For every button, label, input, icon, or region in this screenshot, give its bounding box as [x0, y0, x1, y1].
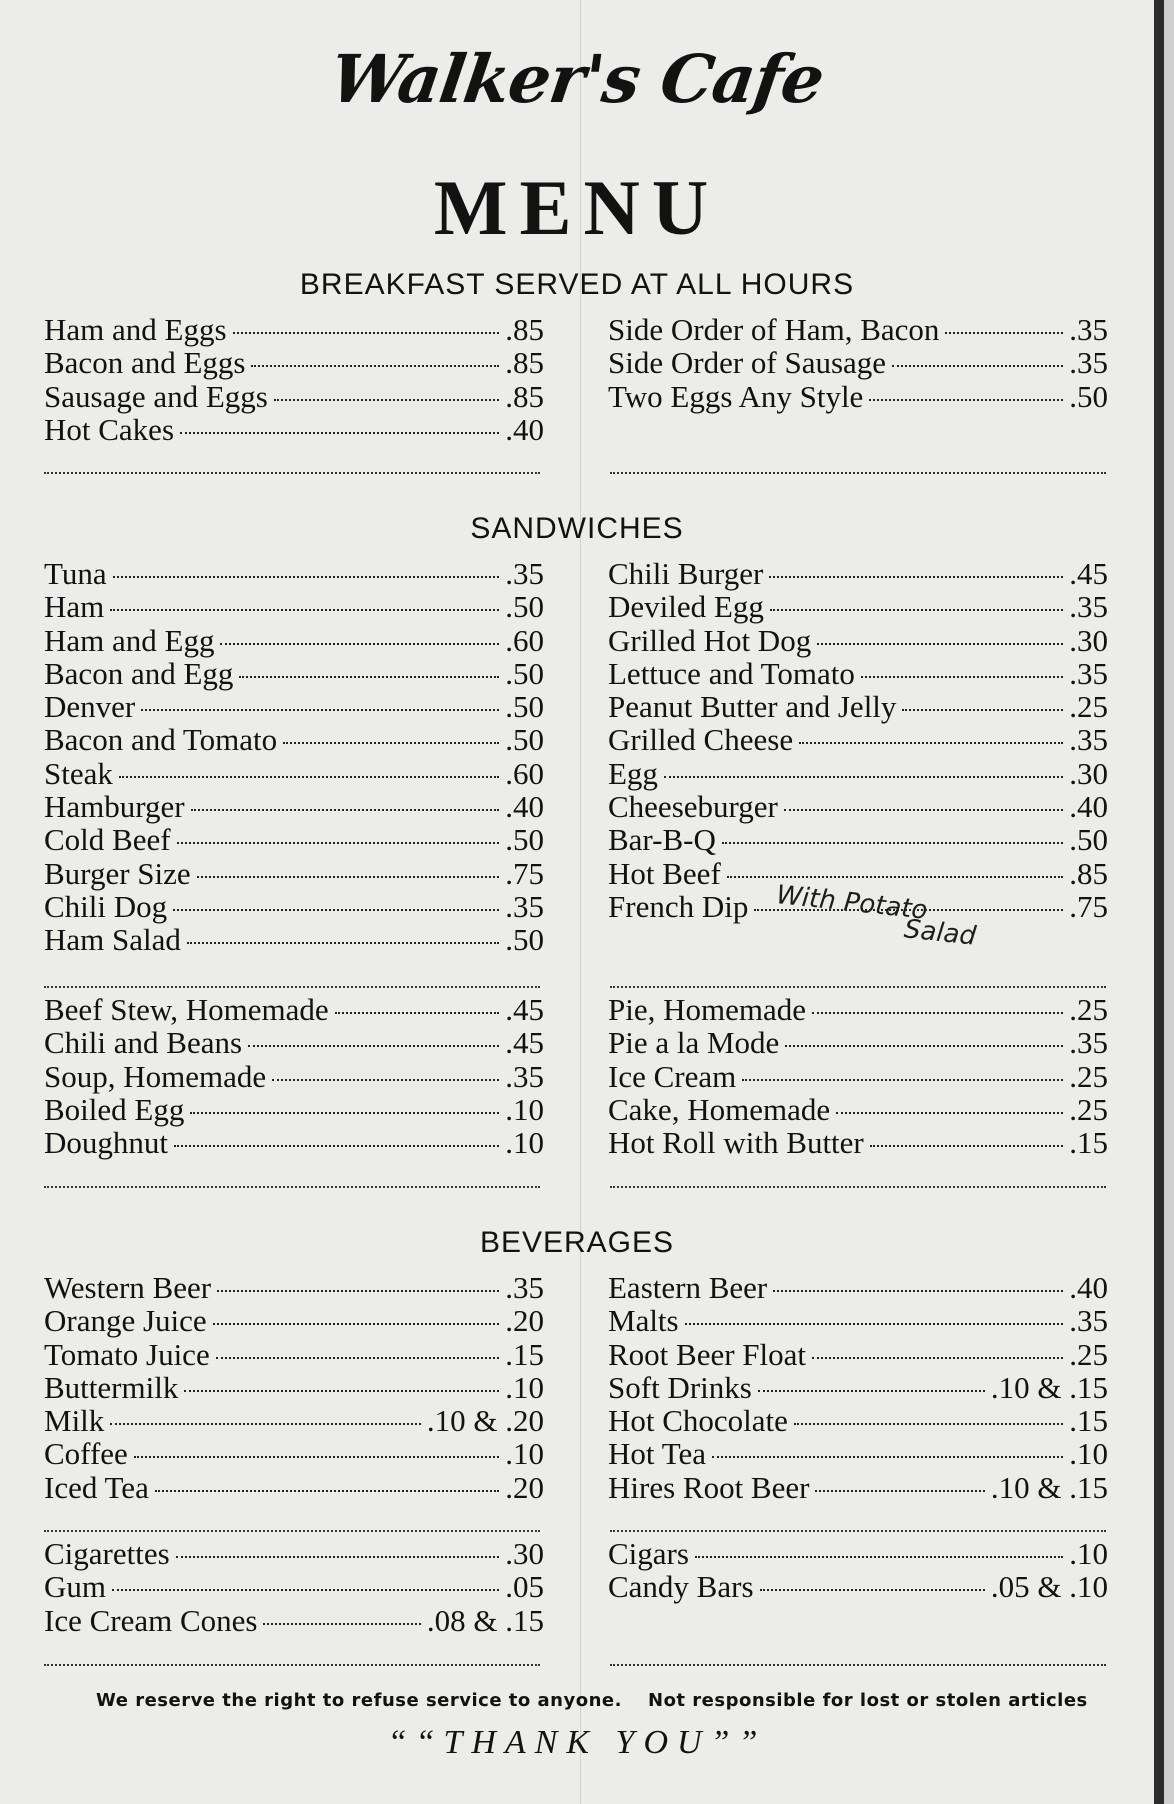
menu-item-price: .50 — [505, 722, 544, 758]
dot-leader — [892, 365, 1063, 367]
menu-item — [44, 589, 544, 625]
menu-item — [44, 689, 544, 725]
sundries-left-column — [44, 1536, 544, 1636]
menu-item — [608, 1303, 1108, 1339]
menu-item-price: .50 — [505, 589, 544, 625]
dot-leader — [233, 332, 500, 334]
menu-item — [608, 556, 1108, 589]
menu-item-price: .50 — [505, 689, 544, 725]
menu-item — [608, 1569, 1108, 1605]
sandwiches-left-column — [44, 556, 544, 956]
menu-item-name: Side Order of Sausage — [608, 345, 887, 381]
menu-item — [608, 589, 1108, 625]
menu-item — [44, 889, 544, 922]
menu-item — [44, 856, 544, 889]
menu-item-price: .35 — [505, 1270, 544, 1305]
menu-item-name: Malts — [608, 1303, 679, 1339]
thank-you-text: ““THANK YOU”” — [387, 1724, 767, 1761]
menu-item — [608, 1337, 1108, 1370]
menu-item-name: Cigars — [608, 1536, 689, 1571]
dot-leader — [272, 1079, 499, 1081]
divider — [610, 1664, 1106, 1666]
menu-item — [44, 1603, 544, 1636]
dot-leader — [213, 1323, 500, 1325]
menu-item-name: Pie, Homemade — [608, 992, 807, 1027]
menu-item-price: .75 — [505, 855, 544, 891]
menu-item — [608, 1403, 1108, 1439]
dot-leader — [190, 1112, 499, 1114]
menu-item-price: .60 — [505, 622, 544, 658]
menu-item-price: .10 & .20 — [426, 1403, 544, 1439]
menu-item — [44, 756, 544, 789]
footer-right-note: Not responsible for lost or stolen articles — [648, 1690, 1088, 1711]
dot-leader — [174, 1145, 499, 1147]
menu-item-price: .35 — [505, 1058, 544, 1094]
footer-left-note: We reserve the right to refuse service to anyone. — [96, 1690, 622, 1711]
menu-item-name: Hot Beef — [608, 855, 721, 891]
menu-item-price: .85 — [1069, 855, 1108, 891]
breakfast-left-column — [44, 312, 544, 445]
menu-item — [44, 1092, 544, 1125]
menu-item-price: .45 — [505, 1025, 544, 1061]
menu-item-name: Bacon and Egg — [44, 655, 234, 691]
menu-item-price: .50 — [1069, 378, 1108, 414]
dot-leader — [191, 809, 500, 811]
menu-item-price: .40 — [505, 411, 544, 447]
menu-item-price: .10 — [1069, 1436, 1108, 1472]
menu-item — [44, 1470, 544, 1503]
dot-leader — [187, 942, 499, 944]
menu-item-name: Hires Root Beer — [608, 1469, 810, 1505]
dot-leader — [794, 1423, 1063, 1425]
menu-item — [44, 1436, 544, 1472]
menu-item-name: Ice Cream — [608, 1058, 737, 1094]
dot-leader — [861, 676, 1063, 678]
divider — [610, 1530, 1106, 1532]
menu-item-name: Grilled Cheese — [608, 722, 794, 758]
menu-item — [608, 1370, 1108, 1403]
menu-item-price: .35 — [505, 556, 544, 591]
menu-item-price: .50 — [505, 655, 544, 691]
dot-leader — [239, 676, 499, 678]
menu-item-name: Grilled Hot Dog — [608, 622, 812, 658]
menu-item-price: .85 — [505, 378, 544, 414]
menu-item-price: .40 — [1069, 1270, 1108, 1305]
menu-item-name: Hamburger — [44, 789, 185, 825]
dot-leader — [216, 1357, 500, 1359]
menu-title: MENU — [433, 164, 721, 251]
menu-item-name: Chili Dog — [44, 888, 168, 924]
sandwiches-heading: SANDWICHES — [470, 512, 684, 545]
menu-item — [44, 345, 544, 381]
menu-item-price: .30 — [505, 1536, 544, 1571]
menu-item-name: Boiled Egg — [44, 1091, 185, 1127]
dot-leader — [112, 1589, 499, 1591]
menu-item-name: Cake, Homemade — [608, 1091, 831, 1127]
dot-leader — [184, 1390, 499, 1392]
beverages-right-column — [608, 1270, 1108, 1503]
menu-item-name: Bar-B-Q — [608, 822, 716, 858]
breakfast-heading: BREAKFAST SERVED AT ALL HOURS — [299, 268, 855, 301]
menu-item-name: Tomato Juice — [44, 1336, 210, 1372]
menu-item — [44, 1125, 544, 1161]
dot-leader — [177, 842, 500, 844]
handwritten-note: Salad — [902, 914, 978, 952]
beverages-left-column — [44, 1270, 544, 1503]
menu-item-price: .25 — [1069, 992, 1108, 1027]
dot-leader — [283, 742, 499, 744]
menu-item-price: .45 — [1069, 556, 1108, 591]
menu-item-name: Pie a la Mode — [608, 1025, 780, 1061]
menu-item-name: Burger Size — [44, 855, 191, 891]
menu-item-name: Peanut Butter and Jelly — [608, 689, 897, 725]
dot-leader — [773, 1290, 1063, 1292]
menu-item — [608, 756, 1108, 789]
menu-item-name: Soft Drinks — [608, 1369, 752, 1405]
menu-item-price: .35 — [505, 888, 544, 924]
menu-item — [608, 623, 1108, 656]
menu-item-price: .85 — [505, 312, 544, 347]
menu-item-price: .35 — [1069, 312, 1108, 347]
menu-item — [44, 412, 544, 445]
menu-item — [608, 992, 1108, 1025]
dot-leader — [335, 1012, 500, 1014]
menu-item-price: .10 & .15 — [990, 1369, 1108, 1405]
dot-leader — [812, 1012, 1063, 1014]
cafe-name: Walker's Cafe — [325, 40, 829, 118]
menu-item-name: Gum — [44, 1569, 106, 1605]
menu-item-name: Ham — [44, 589, 105, 625]
sundries-right-column — [608, 1536, 1108, 1603]
menu-item-name: Egg — [608, 755, 658, 791]
menu-item — [44, 722, 544, 758]
menu-item-name: Doughnut — [44, 1125, 168, 1161]
menu-item-name: Beef Stew, Homemade — [44, 992, 329, 1027]
menu-item-price: .10 — [505, 1091, 544, 1127]
dot-leader — [685, 1323, 1064, 1325]
menu-item-name: Hot Tea — [608, 1436, 706, 1472]
menu-item — [44, 992, 544, 1025]
menu-item — [44, 656, 544, 689]
menu-item-name: Eastern Beer — [608, 1270, 768, 1305]
dot-leader — [836, 1112, 1063, 1114]
dot-leader — [110, 1423, 421, 1425]
menu-item-name: Denver — [44, 689, 136, 725]
dot-leader — [251, 365, 499, 367]
menu-item-name: Cigarettes — [44, 1536, 170, 1571]
menu-item-price: .08 & .15 — [426, 1602, 544, 1638]
menu-item-price: .35 — [1069, 722, 1108, 758]
divider — [610, 986, 1106, 988]
dot-leader — [770, 609, 1063, 611]
menu-item — [44, 789, 544, 825]
menu-item — [44, 1059, 544, 1092]
menu-item-price: .35 — [1069, 1025, 1108, 1061]
menu-item — [608, 656, 1108, 689]
menu-item-price: .85 — [505, 345, 544, 381]
dot-leader — [274, 399, 499, 401]
menu-item-name: Chili Burger — [608, 556, 764, 591]
dot-leader — [141, 709, 499, 711]
dot-leader — [817, 643, 1063, 645]
menu-item — [608, 1436, 1108, 1472]
dot-leader — [815, 1490, 984, 1492]
menu-item — [608, 1092, 1108, 1125]
menu-item-price: .40 — [1069, 789, 1108, 825]
menu-item-name: Cheeseburger — [608, 789, 778, 825]
menu-item-name: Deviled Egg — [608, 589, 764, 625]
menu-item-price: .15 — [1069, 1403, 1108, 1439]
dot-leader — [217, 1290, 499, 1292]
dot-leader — [945, 332, 1063, 334]
dot-leader — [870, 1145, 1064, 1147]
breakfast-right-column — [608, 312, 1108, 412]
menu-item — [44, 1337, 544, 1370]
menu-item-price: .35 — [1069, 345, 1108, 381]
menu-item-name: Steak — [44, 755, 113, 791]
menu-item — [608, 822, 1108, 858]
menu-item-name: Sausage and Eggs — [44, 378, 268, 414]
menu-item-price: .35 — [1069, 589, 1108, 625]
menu-item — [44, 623, 544, 656]
menu-item-price: .75 — [1069, 888, 1108, 924]
menu-item-price: .50 — [1069, 822, 1108, 858]
menu-item-price: .05 — [505, 1569, 544, 1605]
menu-item-price: .05 & .10 — [990, 1569, 1108, 1605]
dot-leader — [742, 1079, 1063, 1081]
divider — [44, 1186, 540, 1188]
menu-item-name: Milk — [44, 1403, 105, 1439]
beverages-heading: BEVERAGES — [479, 1226, 675, 1259]
menu-item — [608, 722, 1108, 758]
menu-item-price: .25 — [1069, 1058, 1108, 1094]
dot-leader — [176, 1556, 500, 1558]
menu-item-price: .25 — [1069, 1336, 1108, 1372]
menu-item-price: .50 — [505, 922, 544, 958]
dot-leader — [220, 643, 499, 645]
menu-item — [608, 1059, 1108, 1092]
dot-leader — [695, 1556, 1063, 1558]
menu-item-price: .30 — [1069, 755, 1108, 791]
menu-item-price: .30 — [1069, 622, 1108, 658]
menu-item-price: .20 — [505, 1303, 544, 1339]
menu-item — [608, 1025, 1108, 1061]
menu-item-name: Cold Beef — [44, 822, 171, 858]
handwritten-note: With Potato — [774, 880, 929, 926]
dot-leader — [799, 742, 1063, 744]
menu-item-name: Soup, Homemade — [44, 1058, 267, 1094]
dot-leader — [134, 1456, 499, 1458]
menu-item-name: Ham and Eggs — [44, 312, 227, 347]
menu-item — [44, 922, 544, 958]
menu-item — [44, 1303, 544, 1339]
menu-item-name: Hot Cakes — [44, 411, 175, 447]
menu-item-name: Hot Roll with Butter — [608, 1125, 864, 1161]
dot-leader — [784, 809, 1063, 811]
menu-item-name: Chili and Beans — [44, 1025, 243, 1061]
specials-left-column — [44, 992, 544, 1161]
menu-item-price: .40 — [505, 789, 544, 825]
menu-item — [608, 345, 1108, 381]
dot-leader — [664, 776, 1063, 778]
menu-item — [608, 789, 1108, 825]
menu-item — [608, 1125, 1108, 1161]
menu-item — [44, 1270, 544, 1303]
dot-leader — [712, 1456, 1063, 1458]
menu-item-name: Iced Tea — [44, 1469, 149, 1505]
menu-item — [44, 379, 544, 412]
menu-item-name: Orange Juice — [44, 1303, 207, 1339]
menu-item — [44, 1370, 544, 1403]
menu-item-price: .25 — [1069, 1091, 1108, 1127]
menu-item-price: .10 — [505, 1369, 544, 1405]
dot-leader — [263, 1623, 420, 1625]
dot-leader — [173, 909, 499, 911]
dot-leader — [722, 842, 1063, 844]
menu-item — [608, 1270, 1108, 1303]
menu-item-name: Bacon and Tomato — [44, 722, 278, 758]
menu-item-price: .15 — [505, 1336, 544, 1372]
menu-item — [44, 1536, 544, 1569]
specials-right-column — [608, 992, 1108, 1161]
menu-item-name: Ham and Egg — [44, 622, 215, 658]
menu-item-price: .60 — [505, 755, 544, 791]
menu-item-price: .45 — [505, 992, 544, 1027]
menu-item — [608, 689, 1108, 725]
menu-item-price: .35 — [1069, 1303, 1108, 1339]
menu-item — [44, 822, 544, 858]
dot-leader — [155, 1490, 499, 1492]
dot-leader — [180, 432, 499, 434]
menu-item-price: .25 — [1069, 689, 1108, 725]
dot-leader — [248, 1045, 499, 1047]
sandwiches-right-column — [608, 556, 1108, 922]
dot-leader — [812, 1357, 1063, 1359]
dot-leader — [785, 1045, 1063, 1047]
dot-leader — [119, 776, 499, 778]
menu-item-price: .35 — [1069, 655, 1108, 691]
menu-item-name: Root Beer Float — [608, 1336, 807, 1372]
divider — [44, 986, 540, 988]
menu-item — [608, 379, 1108, 412]
menu-item — [44, 556, 544, 589]
menu-item-name: Ham Salad — [44, 922, 181, 958]
menu-item-name: Buttermilk — [44, 1369, 179, 1405]
menu-item — [608, 1536, 1108, 1569]
dot-leader — [110, 609, 499, 611]
menu-item-name: French Dip — [608, 888, 749, 924]
divider — [44, 1530, 540, 1532]
menu-item-price: .15 — [1069, 1125, 1108, 1161]
menu-item-price: .50 — [505, 822, 544, 858]
menu-item-name: Side Order of Ham, Bacon — [608, 312, 940, 347]
dot-leader — [758, 1390, 985, 1392]
menu-item — [608, 856, 1108, 889]
menu-item — [44, 1569, 544, 1605]
divider — [610, 1186, 1106, 1188]
menu-item — [608, 312, 1108, 345]
menu-item-name: Hot Chocolate — [608, 1403, 788, 1439]
menu-item-name: Two Eggs Any Style — [608, 378, 864, 414]
menu-item-price: .10 — [505, 1125, 544, 1161]
menu-item — [44, 1403, 544, 1439]
dot-leader — [113, 576, 500, 578]
divider — [44, 1664, 540, 1666]
dot-leader — [902, 709, 1063, 711]
menu-item-price: .20 — [505, 1469, 544, 1505]
menu-item-name: Ice Cream Cones — [44, 1602, 258, 1638]
menu-item — [608, 1470, 1108, 1503]
menu-item-name: Bacon and Eggs — [44, 345, 246, 381]
dot-leader — [727, 876, 1063, 878]
divider — [610, 472, 1106, 474]
menu-item-price: .10 — [1069, 1536, 1108, 1571]
menu-item-price: .10 & .15 — [990, 1469, 1108, 1505]
dot-leader — [769, 576, 1063, 578]
menu-item-price: .10 — [505, 1436, 544, 1472]
menu-item-name: Coffee — [44, 1436, 128, 1472]
dot-leader — [197, 876, 500, 878]
menu-item-name: Lettuce and Tomato — [608, 655, 855, 691]
dot-leader — [869, 399, 1063, 401]
menu-item-name: Western Beer — [44, 1270, 212, 1305]
divider — [44, 472, 540, 474]
menu-item-name: Tuna — [44, 556, 107, 591]
menu-item — [44, 1025, 544, 1061]
menu-item — [44, 312, 544, 345]
dot-leader — [760, 1589, 985, 1591]
menu-item-name: Candy Bars — [608, 1569, 754, 1605]
